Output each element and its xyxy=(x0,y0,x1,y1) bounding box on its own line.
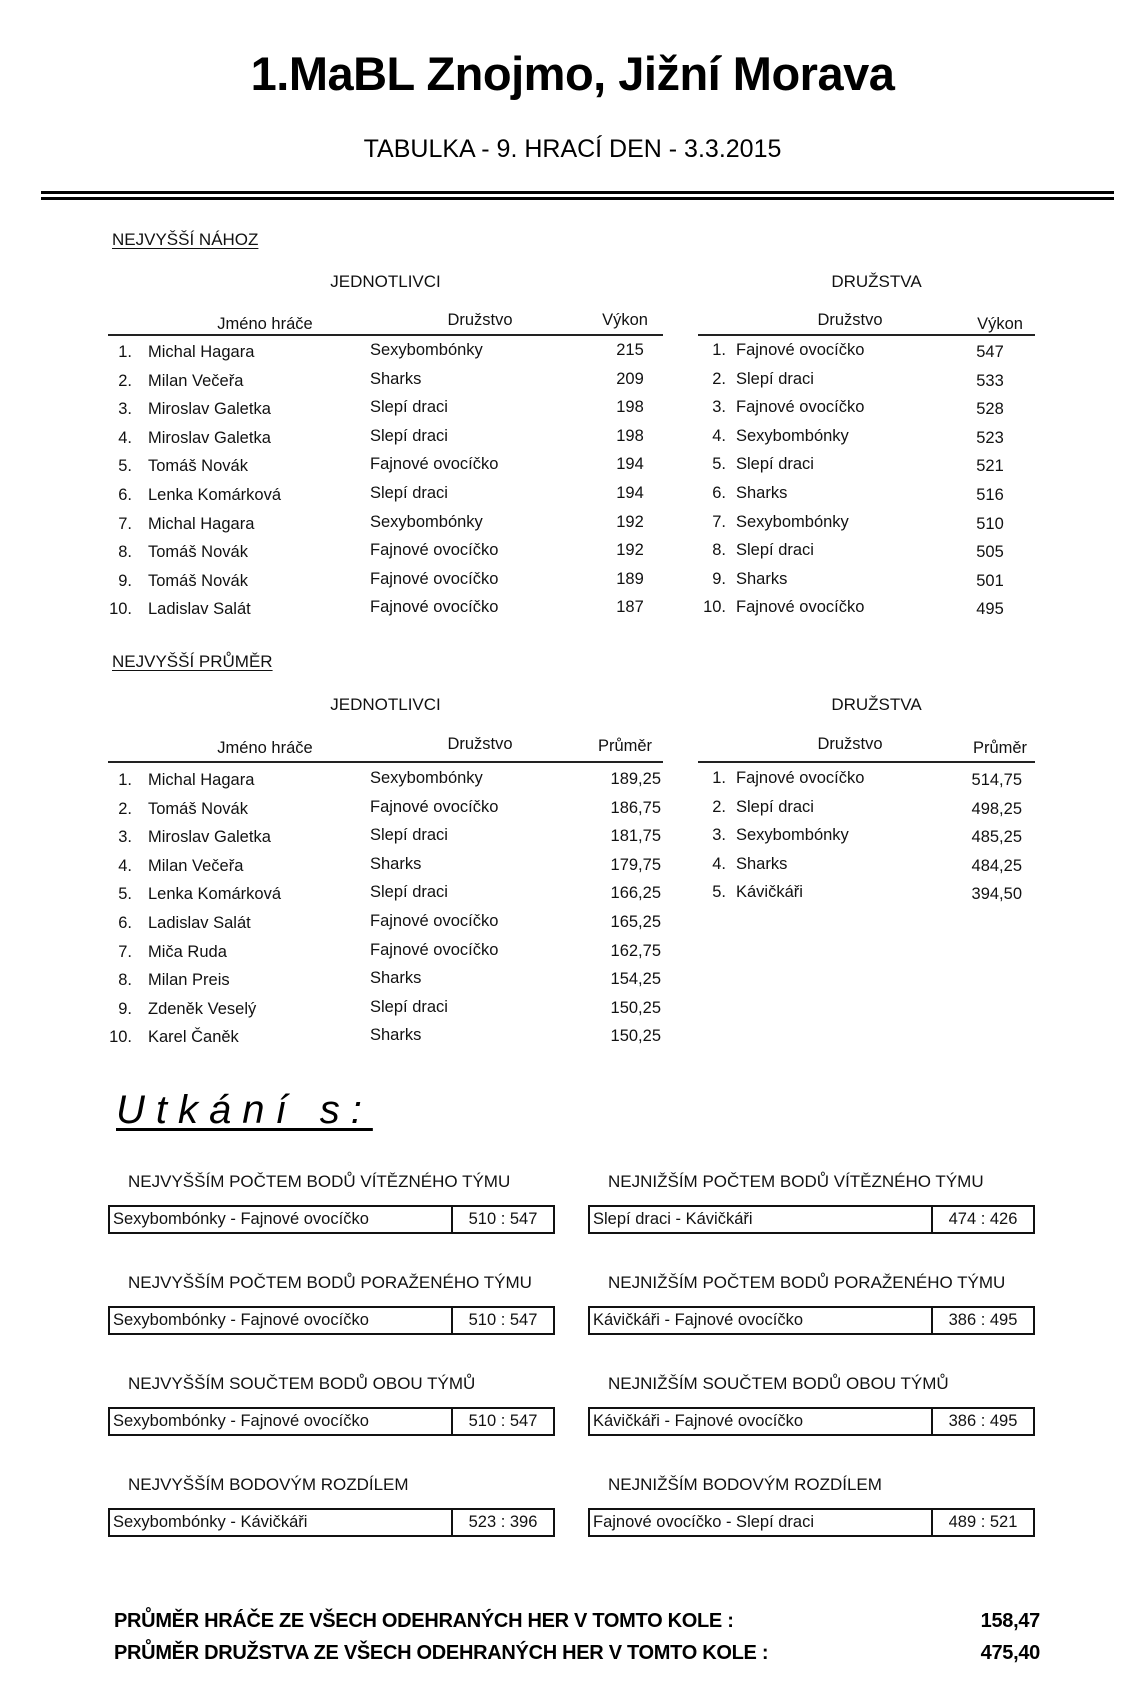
team-name: Fajnové ovocíčko xyxy=(736,769,865,787)
table-row xyxy=(108,567,663,596)
match-result-box xyxy=(588,1508,1035,1537)
table-row xyxy=(698,795,1035,824)
match-category-label: NEJVYŠŠÍM POČTEM BODŮ VÍTĚZNÉHO TÝMU xyxy=(128,1172,511,1191)
match-result-box xyxy=(588,1407,1035,1436)
header-rule-top xyxy=(41,191,1114,194)
score-value: 179,75 xyxy=(610,855,661,874)
score-value: 394,50 xyxy=(971,885,1022,904)
col-header-value: Průměr xyxy=(972,739,1028,757)
score-value: 521 xyxy=(976,457,1004,476)
player-name: Milan Preis xyxy=(148,971,230,990)
team-name: Sharks xyxy=(736,854,788,873)
score-value: 166,25 xyxy=(610,884,661,903)
score-value: 209 xyxy=(616,369,644,388)
rank-number: 5. xyxy=(118,457,132,476)
col-header-value: Průměr xyxy=(597,737,653,755)
team-name: Slepí draci xyxy=(736,455,814,474)
col-header-player: Jméno hráče xyxy=(217,315,313,333)
section-heading-highest-throw: NEJVYŠŠÍ NÁHOZ xyxy=(112,230,259,249)
score-value: 528 xyxy=(976,400,1004,419)
team-name: Fajnové ovocíčko xyxy=(370,797,499,816)
rank-number: 7. xyxy=(118,942,132,961)
score-value: 523 xyxy=(976,428,1004,447)
team-name: Fajnové ovocíčko xyxy=(370,598,499,617)
match-category-label: NEJNIŽŠÍM POČTEM BODŮ VÍTĚZNÉHO TÝMU xyxy=(608,1172,984,1191)
rank-number: 8. xyxy=(118,543,132,562)
rank-number: 9. xyxy=(118,999,132,1018)
table-row xyxy=(108,995,663,1024)
table-row xyxy=(108,880,663,909)
table-row xyxy=(698,395,1035,424)
team-name: Sharks xyxy=(736,569,788,588)
table-row xyxy=(698,567,1035,596)
player-name: Lenka Komárková xyxy=(148,885,281,904)
section-heading-highest-average: NEJVYŠŠÍ PRŮMĚR xyxy=(112,652,273,671)
score-value: 505 xyxy=(976,543,1004,562)
team-name: Slepí draci xyxy=(370,997,448,1016)
rank-number: 6. xyxy=(712,483,726,502)
rank-number: 5. xyxy=(712,455,726,474)
rank-number: 10. xyxy=(109,1028,132,1047)
match-category-label: NEJVYŠŠÍM SOUČTEM BODŮ OBOU TÝMŮ xyxy=(128,1374,476,1393)
team-name: Slepí draci xyxy=(370,883,448,902)
table-row xyxy=(698,510,1035,539)
score-value: 514,75 xyxy=(971,771,1022,789)
match-score: 489 : 521 xyxy=(931,1510,1033,1535)
table-row xyxy=(698,424,1035,453)
player-average-label: PRŮMĚR HRÁČE ZE VŠECH ODEHRANÝCH HER V TOMTO KOLE : xyxy=(114,1610,734,1632)
header-rule-bottom xyxy=(41,197,1114,200)
score-value: 198 xyxy=(616,426,644,445)
match-teams: Fajnové ovocíčko - Slepí draci xyxy=(593,1513,815,1531)
col-header-team: Družstvo xyxy=(817,735,883,753)
table-header-line xyxy=(698,761,1035,763)
match-teams: Sexybombónky - Fajnové ovocíčko xyxy=(113,1311,369,1329)
rank-number: 2. xyxy=(712,797,726,816)
page-subtitle: TABULKA - 9. HRACÍ DEN - 3.3.2015 xyxy=(363,135,782,163)
match-score: 510 : 547 xyxy=(451,1409,553,1434)
player-name: Michal Hagara xyxy=(148,343,255,361)
rank-number: 10. xyxy=(703,598,726,617)
rank-number: 8. xyxy=(712,541,726,560)
table-row xyxy=(108,909,663,938)
rank-number: 2. xyxy=(712,369,726,388)
table-row xyxy=(698,367,1035,396)
rank-number: 4. xyxy=(118,428,132,447)
table-row xyxy=(698,852,1035,881)
score-value: 189 xyxy=(616,569,644,588)
table-row xyxy=(108,538,663,567)
player-name: Miroslav Galetka xyxy=(148,428,271,447)
table-row xyxy=(108,852,663,881)
individuals-heading: JEDNOTLIVCI xyxy=(330,272,441,291)
team-name: Sharks xyxy=(370,854,422,873)
match-result-box xyxy=(108,1508,555,1537)
team-name: Fajnové ovocíčko xyxy=(370,911,499,930)
team-name: Slepí draci xyxy=(736,369,814,388)
player-name: Zdeněk Veselý xyxy=(148,999,257,1018)
team-name: Sharks xyxy=(370,969,422,988)
team-average-value: 475,40 xyxy=(980,1642,1040,1664)
score-value: 181,75 xyxy=(610,827,661,846)
table-row xyxy=(698,538,1035,567)
team-name: Fajnové ovocíčko xyxy=(370,455,499,474)
rank-number: 6. xyxy=(118,913,132,932)
player-average-summary xyxy=(114,1610,1040,1633)
team-name: Sexybombónky xyxy=(370,769,483,787)
player-name: Tomáš Novák xyxy=(148,457,248,476)
match-score: 510 : 547 xyxy=(451,1308,553,1333)
match-teams: Sexybombónky - Fajnové ovocíčko xyxy=(113,1412,369,1430)
team-name: Fajnové ovocíčko xyxy=(370,569,499,588)
score-value: 495 xyxy=(976,600,1004,619)
match-score: 474 : 426 xyxy=(931,1207,1033,1232)
rank-number: 9. xyxy=(712,569,726,588)
score-value: 165,25 xyxy=(610,912,661,931)
table-row xyxy=(108,395,663,424)
table-row xyxy=(698,766,1035,795)
player-name: Lenka Komárková xyxy=(148,485,281,504)
player-name: Tomáš Novák xyxy=(148,799,248,818)
team-name: Kávičkáři xyxy=(736,883,803,902)
table-row xyxy=(108,424,663,453)
table-row xyxy=(698,880,1035,909)
player-name: Milan Večeřa xyxy=(148,856,244,875)
table-header-line xyxy=(108,761,663,763)
score-value: 547 xyxy=(976,343,1004,361)
score-value: 485,25 xyxy=(971,828,1022,847)
match-category-label: NEJNIŽŠÍM BODOVÝM ROZDÍLEM xyxy=(608,1475,882,1494)
score-value: 162,75 xyxy=(610,941,661,960)
rank-number: 1. xyxy=(118,771,132,789)
rank-number: 4. xyxy=(118,856,132,875)
score-value: 154,25 xyxy=(610,970,661,989)
rank-number: 6. xyxy=(118,485,132,504)
teams-heading: DRUŽSTVA xyxy=(831,272,922,291)
team-name: Fajnové ovocíčko xyxy=(370,940,499,959)
score-value: 533 xyxy=(976,371,1004,390)
team-name: Slepí draci xyxy=(370,483,448,502)
match-result-box xyxy=(588,1205,1035,1234)
table-row xyxy=(108,367,663,396)
player-name: Michal Hagara xyxy=(148,771,255,789)
player-name: Michal Hagara xyxy=(148,514,255,533)
table-row xyxy=(108,510,663,539)
team-name: Slepí draci xyxy=(370,398,448,417)
team-name: Fajnové ovocíčko xyxy=(370,541,499,560)
player-name: Miča Ruda xyxy=(148,942,227,961)
score-value: 510 xyxy=(976,514,1004,533)
rank-number: 8. xyxy=(118,971,132,990)
team-name: Sharks xyxy=(736,483,788,502)
score-value: 198 xyxy=(616,398,644,417)
team-average-label: PRŮMĚR DRUŽSTVA ZE VŠECH ODEHRANÝCH HER V TOMTO KOLE : xyxy=(114,1642,769,1664)
rank-number: 9. xyxy=(118,571,132,590)
match-result-box xyxy=(108,1205,555,1234)
match-category-label: NEJVYŠŠÍM BODOVÝM ROZDÍLEM xyxy=(128,1475,409,1494)
rank-number: 3. xyxy=(118,828,132,847)
score-value: 150,25 xyxy=(610,998,661,1017)
team-name: Sharks xyxy=(370,1026,422,1045)
team-name: Fajnové ovocíčko xyxy=(736,598,865,617)
team-name: Slepí draci xyxy=(370,426,448,445)
match-score: 386 : 495 xyxy=(931,1308,1033,1333)
table-row xyxy=(108,481,663,510)
score-value: 215 xyxy=(616,341,644,359)
team-name: Fajnové ovocíčko xyxy=(736,398,865,417)
team-name: Sexybombónky xyxy=(736,426,849,445)
score-value: 194 xyxy=(616,455,644,474)
match-score: 386 : 495 xyxy=(931,1409,1033,1434)
col-header-team: Družstvo xyxy=(447,311,513,329)
table-row xyxy=(108,938,663,967)
score-value: 186,75 xyxy=(610,798,661,817)
team-name: Sexybombónky xyxy=(370,512,483,531)
rank-number: 7. xyxy=(712,512,726,531)
table-row xyxy=(108,1023,663,1052)
table-row xyxy=(108,795,663,824)
team-name: Sharks xyxy=(370,369,422,388)
score-value: 192 xyxy=(616,541,644,560)
rank-number: 4. xyxy=(712,854,726,873)
individuals-heading: JEDNOTLIVCI xyxy=(330,695,441,714)
rank-number: 2. xyxy=(118,799,132,818)
rank-number: 10. xyxy=(109,600,132,619)
team-name: Sexybombónky xyxy=(736,826,849,845)
score-value: 189,25 xyxy=(610,770,661,788)
match-result-box xyxy=(588,1306,1035,1335)
player-average-value: 158,47 xyxy=(980,1610,1040,1632)
match-teams: Slepí draci - Kávičkáři xyxy=(593,1210,753,1228)
team-average-table xyxy=(698,766,1035,909)
table-row xyxy=(698,452,1035,481)
rank-number: 7. xyxy=(118,514,132,533)
team-name: Slepí draci xyxy=(736,797,814,816)
team-name: Slepí draci xyxy=(370,826,448,845)
col-header-team: Družstvo xyxy=(817,311,883,329)
rank-number: 5. xyxy=(712,883,726,902)
match-teams: Sexybombónky - Fajnové ovocíčko xyxy=(113,1210,369,1228)
col-header-player: Jméno hráče xyxy=(217,739,313,757)
team-name: Fajnové ovocíčko xyxy=(736,341,865,359)
individual-average-table xyxy=(108,766,663,1052)
match-score: 510 : 547 xyxy=(451,1207,553,1232)
player-name: Tomáš Novák xyxy=(148,571,248,590)
match-category-label: NEJVYŠŠÍM POČTEM BODŮ PORAŽENÉHO TÝMU xyxy=(128,1273,532,1292)
player-name: Ladislav Salát xyxy=(148,600,251,619)
team-throw-table xyxy=(698,338,1035,624)
score-value: 192 xyxy=(616,512,644,531)
team-name: Sexybombónky xyxy=(370,341,483,359)
col-header-value: Výkon xyxy=(977,315,1023,333)
rank-number: 3. xyxy=(712,398,726,417)
rank-number: 4. xyxy=(712,426,726,445)
individual-throw-table xyxy=(108,338,663,624)
rank-number: 1. xyxy=(712,341,726,359)
score-value: 194 xyxy=(616,483,644,502)
table-row xyxy=(698,823,1035,852)
match-teams: Sexybombónky - Kávičkáři xyxy=(113,1513,308,1531)
score-value: 187 xyxy=(616,598,644,617)
table-row xyxy=(698,338,1035,367)
score-value: 516 xyxy=(976,485,1004,504)
col-header-team: Družstvo xyxy=(447,735,513,753)
table-row xyxy=(108,595,663,624)
match-result-box xyxy=(108,1407,555,1436)
player-name: Milan Večeřa xyxy=(148,371,244,390)
match-score: 523 : 396 xyxy=(451,1510,553,1535)
score-value: 498,25 xyxy=(971,799,1022,818)
table-row xyxy=(108,338,663,367)
player-name: Karel Čaněk xyxy=(148,1028,239,1047)
table-row xyxy=(698,481,1035,510)
team-name: Slepí draci xyxy=(736,541,814,560)
table-row xyxy=(108,823,663,852)
match-category-label: NEJNIŽŠÍM POČTEM BODŮ PORAŽENÉHO TÝMU xyxy=(608,1273,1006,1292)
player-name: Ladislav Salát xyxy=(148,913,251,932)
match-teams: Kávičkáři - Fajnové ovocíčko xyxy=(593,1311,803,1329)
table-row xyxy=(698,595,1035,624)
page-title: 1.MaBL Znojmo, Jižní Morava xyxy=(250,47,895,100)
rank-number: 2. xyxy=(118,371,132,390)
rank-number: 1. xyxy=(118,343,132,361)
rank-number: 3. xyxy=(712,826,726,845)
rank-number: 3. xyxy=(118,400,132,419)
player-name: Miroslav Galetka xyxy=(148,400,271,419)
rank-number: 5. xyxy=(118,885,132,904)
table-row xyxy=(108,966,663,995)
score-value: 484,25 xyxy=(971,856,1022,875)
player-name: Tomáš Novák xyxy=(148,543,248,562)
match-category-label: NEJNIŽŠÍM SOUČTEM BODŮ OBOU TÝMŮ xyxy=(608,1374,949,1393)
score-value: 501 xyxy=(976,571,1004,590)
col-header-value: Výkon xyxy=(602,311,648,329)
rank-number: 1. xyxy=(712,769,726,787)
team-average-summary xyxy=(114,1642,1040,1665)
match-teams: Kávičkáři - Fajnové ovocíčko xyxy=(593,1412,803,1430)
table-row xyxy=(108,452,663,481)
table-row xyxy=(108,766,663,795)
team-name: Sexybombónky xyxy=(736,512,849,531)
teams-heading: DRUŽSTVA xyxy=(831,695,922,714)
player-name: Miroslav Galetka xyxy=(148,828,271,847)
score-value: 150,25 xyxy=(610,1027,661,1046)
match-result-box xyxy=(108,1306,555,1335)
matches-heading: Utkání s: xyxy=(116,1088,373,1132)
